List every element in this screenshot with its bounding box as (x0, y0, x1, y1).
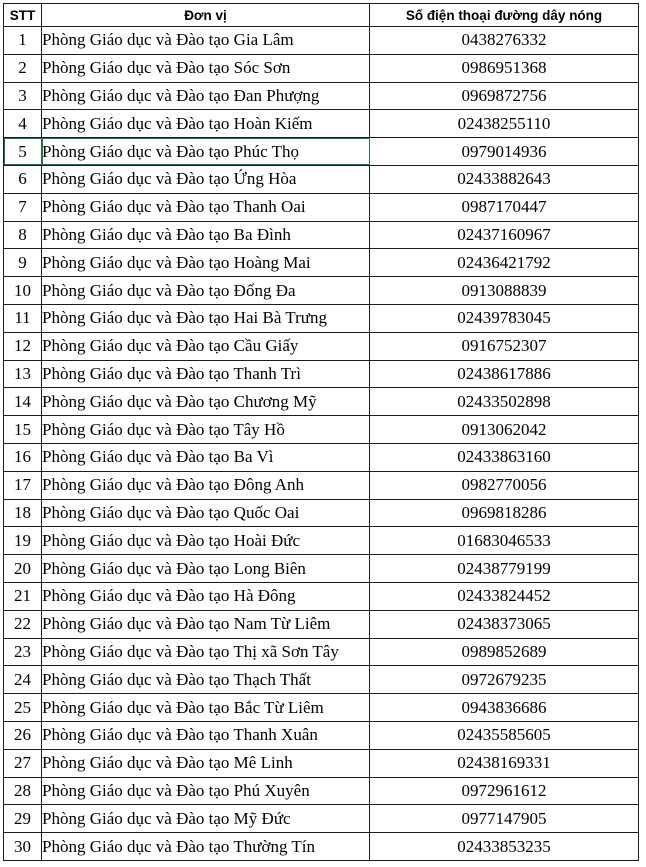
row-phone-cell[interactable]: 0972679235 (370, 666, 639, 694)
row-stt-cell[interactable]: 26 (4, 721, 42, 749)
table-row (4, 249, 639, 277)
row-stt-cell[interactable]: 13 (4, 360, 42, 388)
table-row (4, 27, 639, 55)
row-stt-cell[interactable]: 22 (4, 610, 42, 638)
row-stt-cell[interactable]: 25 (4, 694, 42, 722)
row-unit-cell[interactable]: Phòng Giáo dục và Đào tạo Mê Linh (42, 749, 370, 777)
row-phone-cell[interactable]: 02437160967 (370, 221, 639, 249)
table-row (4, 304, 639, 332)
row-unit-cell[interactable]: Phòng Giáo dục và Đào tạo Chương Mỹ (42, 388, 370, 416)
header-row (4, 4, 639, 27)
table-row (4, 82, 639, 110)
row-stt-cell[interactable]: 1 (4, 27, 42, 55)
row-phone-cell[interactable]: 0438276332 (370, 27, 639, 55)
table-row (4, 555, 639, 583)
table-row (4, 638, 639, 666)
row-phone-cell[interactable]: 02436421792 (370, 249, 639, 277)
table-row (4, 749, 639, 777)
row-stt-cell[interactable]: 16 (4, 443, 42, 471)
row-stt-cell[interactable]: 18 (4, 499, 42, 527)
row-phone-cell[interactable]: 0969818286 (370, 499, 639, 527)
row-stt-cell[interactable]: 27 (4, 749, 42, 777)
row-unit-cell[interactable]: Phòng Giáo dục và Đào tạo Thị xã Sơn Tây (42, 638, 370, 666)
table-row (4, 694, 639, 722)
row-phone-cell[interactable]: 0982770056 (370, 471, 639, 499)
table-row (4, 721, 639, 749)
table-row (4, 54, 639, 82)
row-stt-cell[interactable]: 23 (4, 638, 42, 666)
row-stt-cell[interactable]: 4 (4, 110, 42, 138)
table-row (4, 805, 639, 833)
row-unit-cell[interactable]: Phòng Giáo dục và Đào tạo Phú Xuyên (42, 777, 370, 805)
row-unit-cell[interactable]: Phòng Giáo dục và Đào tạo Đống Đa (42, 277, 370, 305)
row-stt-cell[interactable]: 10 (4, 277, 42, 305)
row-unit-cell[interactable]: Phòng Giáo dục và Đào tạo Long Biên (42, 555, 370, 583)
row-unit-cell[interactable]: Phòng Giáo dục và Đào tạo Thạch Thất (42, 666, 370, 694)
row-phone-cell[interactable]: 02438617886 (370, 360, 639, 388)
row-phone-cell[interactable]: 02435585605 (370, 721, 639, 749)
hotline-table (3, 3, 639, 861)
row-stt-cell[interactable]: 6 (4, 165, 42, 193)
table-row (4, 388, 639, 416)
row-stt-cell[interactable]: 11 (4, 304, 42, 332)
row-phone-cell[interactable]: 0989852689 (370, 638, 639, 666)
row-stt-cell[interactable]: 2 (4, 54, 42, 82)
row-stt-cell[interactable]: 19 (4, 527, 42, 555)
row-phone-cell[interactable]: 0913088839 (370, 277, 639, 305)
row-unit-cell[interactable]: Phòng Giáo dục và Đào tạo Cầu Giấy (42, 332, 370, 360)
row-stt-cell[interactable]: 29 (4, 805, 42, 833)
row-unit-cell[interactable]: Phòng Giáo dục và Đào tạo Ứng Hòa (42, 165, 370, 193)
row-stt-cell[interactable]: 30 (4, 833, 42, 861)
row-unit-cell[interactable]: Phòng Giáo dục và Đào tạo Hà Đông (42, 582, 370, 610)
row-unit-cell[interactable]: Phòng Giáo dục và Đào tạo Ba Đình (42, 221, 370, 249)
row-phone-cell[interactable]: 02433882643 (370, 165, 639, 193)
row-phone-cell[interactable]: 02438373065 (370, 610, 639, 638)
row-phone-cell[interactable]: 02433502898 (370, 388, 639, 416)
table-row (4, 221, 639, 249)
row-stt-cell[interactable]: 8 (4, 221, 42, 249)
header-phone[interactable]: Số điện thoại đường dây nóng (370, 4, 639, 27)
row-unit-cell[interactable]: Phòng Giáo dục và Đào tạo Hoàn Kiếm (42, 110, 370, 138)
table-row (4, 110, 639, 138)
row-phone-cell[interactable]: 02433863160 (370, 443, 639, 471)
row-stt-cell[interactable]: 9 (4, 249, 42, 277)
table-row (4, 582, 639, 610)
row-unit-cell[interactable]: Phòng Giáo dục và Đào tạo Tây Hồ (42, 416, 370, 444)
row-phone-cell[interactable]: 01683046533 (370, 527, 639, 555)
table-row (4, 193, 639, 221)
table-row (4, 360, 639, 388)
row-unit-cell[interactable]: Phòng Giáo dục và Đào tạo Thanh Oai (42, 193, 370, 221)
row-phone-cell[interactable]: 02438779199 (370, 555, 639, 583)
row-stt-cell[interactable]: 12 (4, 332, 42, 360)
row-stt-cell[interactable]: 14 (4, 388, 42, 416)
row-phone-cell[interactable]: 0913062042 (370, 416, 639, 444)
row-unit-cell[interactable]: Phòng Giáo dục và Đào tạo Mỹ Đức (42, 805, 370, 833)
row-unit-cell[interactable]: Phòng Giáo dục và Đào tạo Ba Vì (42, 443, 370, 471)
row-phone-cell[interactable]: 0972961612 (370, 777, 639, 805)
row-unit-cell[interactable]: Phòng Giáo dục và Đào tạo Quốc Oai (42, 499, 370, 527)
row-phone-cell[interactable]: 0916752307 (370, 332, 639, 360)
table-row (4, 471, 639, 499)
row-stt-cell[interactable]: 5 (4, 138, 42, 166)
row-phone-cell[interactable]: 0986951368 (370, 54, 639, 82)
row-phone-cell[interactable]: 0943836686 (370, 694, 639, 722)
table-row (4, 666, 639, 694)
row-stt-cell[interactable]: 17 (4, 471, 42, 499)
row-phone-cell[interactable]: 0969872756 (370, 82, 639, 110)
row-phone-cell[interactable]: 02439783045 (370, 304, 639, 332)
table-body (4, 27, 639, 861)
row-stt-cell[interactable]: 20 (4, 555, 42, 583)
row-phone-cell[interactable]: 02438169331 (370, 749, 639, 777)
row-phone-cell[interactable]: 02438255110 (370, 110, 639, 138)
table-row (4, 277, 639, 305)
row-unit-cell[interactable]: Phòng Giáo dục và Đào tạo Sóc Sơn (42, 54, 370, 82)
row-unit-cell[interactable]: Phòng Giáo dục và Đào tạo Phúc Thọ (42, 138, 370, 166)
row-unit-cell[interactable]: Phòng Giáo dục và Đào tạo Hai Bà Trưng (42, 304, 370, 332)
table-row (4, 499, 639, 527)
row-stt-cell[interactable]: 3 (4, 82, 42, 110)
table-row (4, 165, 639, 193)
table-row (4, 833, 639, 861)
row-stt-cell[interactable]: 7 (4, 193, 42, 221)
row-unit-cell[interactable]: Phòng Giáo dục và Đào tạo Bắc Từ Liêm (42, 694, 370, 722)
table-row (4, 443, 639, 471)
row-stt-cell[interactable]: 28 (4, 777, 42, 805)
row-stt-cell[interactable]: 15 (4, 416, 42, 444)
row-unit-cell[interactable]: Phòng Giáo dục và Đào tạo Gia Lâm (42, 27, 370, 55)
row-unit-cell[interactable]: Phòng Giáo dục và Đào tạo Nam Từ Liêm (42, 610, 370, 638)
row-unit-cell[interactable]: Phòng Giáo dục và Đào tạo Thanh Trì (42, 360, 370, 388)
row-phone-cell[interactable]: 0987170447 (370, 193, 639, 221)
row-stt-cell[interactable]: 24 (4, 666, 42, 694)
table-row (4, 416, 639, 444)
row-stt-cell[interactable]: 21 (4, 582, 42, 610)
row-phone-cell[interactable]: 0977147905 (370, 805, 639, 833)
row-phone-cell[interactable]: 02433853235 (370, 833, 639, 861)
row-phone-cell[interactable]: 02433824452 (370, 582, 639, 610)
table-row (4, 138, 639, 166)
header-unit[interactable]: Đơn vị (42, 4, 370, 27)
table-row (4, 610, 639, 638)
row-unit-cell[interactable]: Phòng Giáo dục và Đào tạo Đông Anh (42, 471, 370, 499)
table-row (4, 527, 639, 555)
row-phone-cell[interactable]: 0979014936 (370, 138, 639, 166)
row-unit-cell[interactable]: Phòng Giáo dục và Đào tạo Đan Phượng (42, 82, 370, 110)
row-unit-cell[interactable]: Phòng Giáo dục và Đào tạo Hoàng Mai (42, 249, 370, 277)
table-row (4, 777, 639, 805)
row-unit-cell[interactable]: Phòng Giáo dục và Đào tạo Thường Tín (42, 833, 370, 861)
row-unit-cell[interactable]: Phòng Giáo dục và Đào tạo Thanh Xuân (42, 721, 370, 749)
row-unit-cell[interactable]: Phòng Giáo dục và Đào tạo Hoài Đức (42, 527, 370, 555)
header-stt[interactable]: STT (4, 4, 42, 27)
table-row (4, 332, 639, 360)
